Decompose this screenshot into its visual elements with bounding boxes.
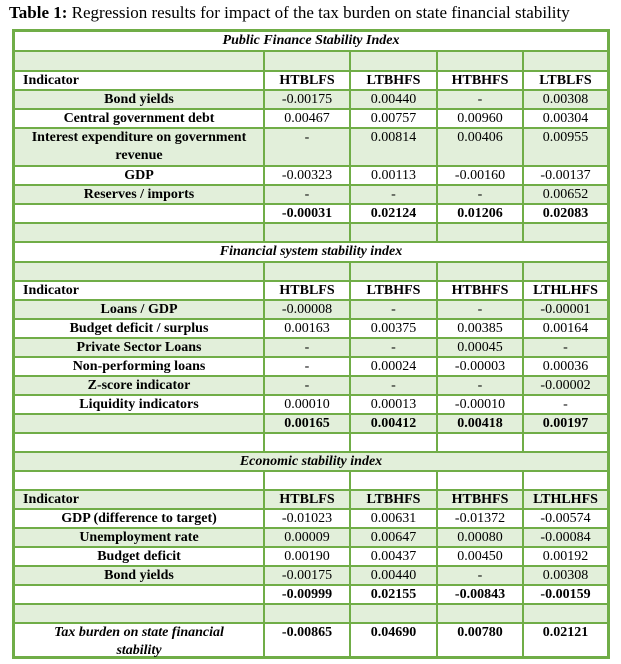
empty-cell [349,224,436,241]
total-value: -0.00843 [436,586,522,603]
value-cell: 0.00757 [349,110,436,127]
value-cell: 0.00652 [522,186,607,203]
empty-cell [263,224,349,241]
empty-cell [15,224,263,241]
value-cell: - [263,358,349,375]
column-header: HTBLFS [263,491,349,508]
indicator-label: Non-performing loans [72,359,206,374]
value-cell: -0.00137 [522,167,607,184]
empty-cell [436,224,522,241]
spacer-row [15,263,607,282]
empty-cell [349,263,436,280]
indicator-label: GDP [124,168,154,183]
section-title: Public Finance Stability Index [222,33,400,48]
value-cell: - [522,396,607,413]
value-cell: 0.00375 [349,320,436,337]
indicator-label: Central government debt [63,111,215,126]
total-value: 0.00197 [522,415,607,432]
table-row [15,129,607,167]
column-header: LTBHFS [349,72,436,89]
value-cell: -0.00001 [522,301,607,318]
value-cell: 0.00814 [349,129,436,165]
value-cell: 0.00960 [436,110,522,127]
indicator-label: Z-score indicator [87,378,191,393]
total-row [15,586,607,605]
indicator-label: Budget deficit / surplus [69,321,209,336]
total-value: -0.00031 [263,205,349,222]
total-value: 0.00165 [263,415,349,432]
column-header: HTBHFS [436,72,522,89]
empty-cell [15,472,263,489]
indicator-label: Reserves / imports [83,187,195,202]
value-cell: 0.00308 [522,91,607,108]
header-row [15,72,607,91]
value-cell: 0.00013 [349,396,436,413]
indicator-label: Bond yields [104,92,174,107]
table-row [15,339,607,358]
empty-cell [349,605,436,622]
header-row [15,491,607,510]
empty-cell [522,224,607,241]
table-caption [9,2,619,24]
column-header: HTBLFS [263,72,349,89]
value-cell: - [349,301,436,318]
value-cell: - [436,567,522,584]
empty-cell [349,52,436,70]
value-cell: -0.00323 [263,167,349,184]
total-value: -0.00999 [263,586,349,603]
table-row [15,110,607,129]
empty-cell [522,472,607,489]
header-row [15,282,607,301]
total-value: 0.02083 [522,205,607,222]
value-cell: - [436,377,522,394]
value-cell: 0.00163 [263,320,349,337]
indicator-label: Bond yields [104,568,174,583]
indicator-label: Budget deficit [97,549,181,564]
empty-cell [15,434,263,451]
caption-text: Regression results for impact of the tax burden on state financial stability [67,3,570,22]
value-cell: 0.00450 [436,548,522,565]
column-header: HTBHFS [436,491,522,508]
value-cell: - [522,339,607,356]
spacer-row [15,472,607,491]
table-row [15,510,607,529]
value-cell: -0.00175 [263,567,349,584]
value-cell: 0.00304 [522,110,607,127]
column-header: LTBHFS [349,491,436,508]
spacer-row [15,52,607,72]
value-cell: 0.00467 [263,110,349,127]
value-cell: 0.00631 [349,510,436,527]
value-cell: 0.00010 [263,396,349,413]
value-cell: -0.00160 [436,167,522,184]
value-cell: 0.00164 [522,320,607,337]
table-row [15,91,607,110]
final-row [15,624,607,656]
empty-cell [15,586,263,603]
section-title-row [15,32,607,52]
empty-cell [15,415,263,432]
value-cell: - [349,186,436,203]
empty-cell [436,263,522,280]
caption-label: Table 1: [9,3,68,22]
final-label: Tax burden on state financial stability [54,625,224,658]
table-row [15,358,607,377]
empty-cell [522,605,607,622]
column-header: LTHLHFS [522,282,607,299]
total-value: 0.00412 [349,415,436,432]
total-value: 0.01206 [436,205,522,222]
table-row [15,186,607,205]
value-cell: - [436,186,522,203]
indicator-header: Indicator [23,73,79,88]
total-row [15,415,607,434]
value-cell: 0.00406 [436,129,522,165]
section-title-row [15,243,607,263]
value-cell: - [436,91,522,108]
value-cell: -0.00003 [436,358,522,375]
value-cell: -0.01372 [436,510,522,527]
empty-cell [436,605,522,622]
value-cell: - [263,339,349,356]
column-header: LTBLFS [522,72,607,89]
empty-cell [263,434,349,451]
total-value: 0.02124 [349,205,436,222]
table-row [15,320,607,339]
value-cell: 0.00440 [349,91,436,108]
column-header: LTHLHFS [522,491,607,508]
total-row [15,205,607,224]
indicator-label: Private Sector Loans [76,340,202,355]
total-value: -0.00159 [522,586,607,603]
final-value: 0.02121 [522,624,607,656]
value-cell: -0.01023 [263,510,349,527]
table-row [15,377,607,396]
indicator-header: Indicator [23,283,79,298]
empty-cell [263,52,349,70]
value-cell: - [436,301,522,318]
empty-cell [436,52,522,70]
table-row [15,396,607,415]
empty-cell [15,263,263,280]
value-cell: 0.00308 [522,567,607,584]
value-cell: -0.00010 [436,396,522,413]
empty-cell [15,205,263,222]
final-value: 0.04690 [349,624,436,656]
value-cell: -0.00084 [522,529,607,546]
value-cell: - [263,377,349,394]
value-cell: 0.00955 [522,129,607,165]
spacer-row [15,605,607,624]
empty-cell [15,52,263,70]
indicator-label: Unemployment rate [79,530,199,545]
value-cell: -0.00008 [263,301,349,318]
value-cell: - [263,186,349,203]
value-cell: - [263,129,349,165]
value-cell: 0.00385 [436,320,522,337]
value-cell: 0.00440 [349,567,436,584]
value-cell: 0.00113 [349,167,436,184]
value-cell: -0.00574 [522,510,607,527]
value-cell: 0.00647 [349,529,436,546]
value-cell: - [349,339,436,356]
table-row [15,167,607,186]
empty-cell [522,434,607,451]
value-cell: 0.00009 [263,529,349,546]
section-title: Economic stability index [239,454,383,469]
table-row [15,301,607,320]
indicator-label: Loans / GDP [100,302,178,317]
indicator-label: GDP (difference to target) [61,511,217,526]
empty-cell [263,472,349,489]
value-cell: 0.00437 [349,548,436,565]
empty-cell [522,52,607,70]
table-row [15,567,607,586]
column-header: HTBHFS [436,282,522,299]
empty-cell [436,434,522,451]
value-cell: 0.00192 [522,548,607,565]
empty-cell [263,605,349,622]
column-header: HTBLFS [263,282,349,299]
table-row [15,548,607,567]
total-value: 0.02155 [349,586,436,603]
value-cell: 0.00190 [263,548,349,565]
spacer-row [15,224,607,243]
empty-cell [15,605,263,622]
section-title: Financial system stability index [219,244,403,259]
regression-table [12,29,610,659]
table-row [15,529,607,548]
empty-cell [263,263,349,280]
section-title-row [15,453,607,472]
spacer-row [15,434,607,453]
value-cell: 0.00080 [436,529,522,546]
total-value: 0.00418 [436,415,522,432]
empty-cell [522,263,607,280]
empty-cell [349,472,436,489]
indicator-label: Liquidity indicators [79,397,199,412]
value-cell: -0.00175 [263,91,349,108]
empty-cell [349,434,436,451]
column-header: LTBHFS [349,282,436,299]
indicator-header: Indicator [23,492,79,507]
value-cell: 0.00024 [349,358,436,375]
value-cell: 0.00045 [436,339,522,356]
final-value: -0.00865 [263,624,349,656]
indicator-label: Interest expenditure on government revenue [31,130,247,163]
value-cell: - [349,377,436,394]
value-cell: 0.00036 [522,358,607,375]
value-cell: -0.00002 [522,377,607,394]
final-value: 0.00780 [436,624,522,656]
empty-cell [436,472,522,489]
